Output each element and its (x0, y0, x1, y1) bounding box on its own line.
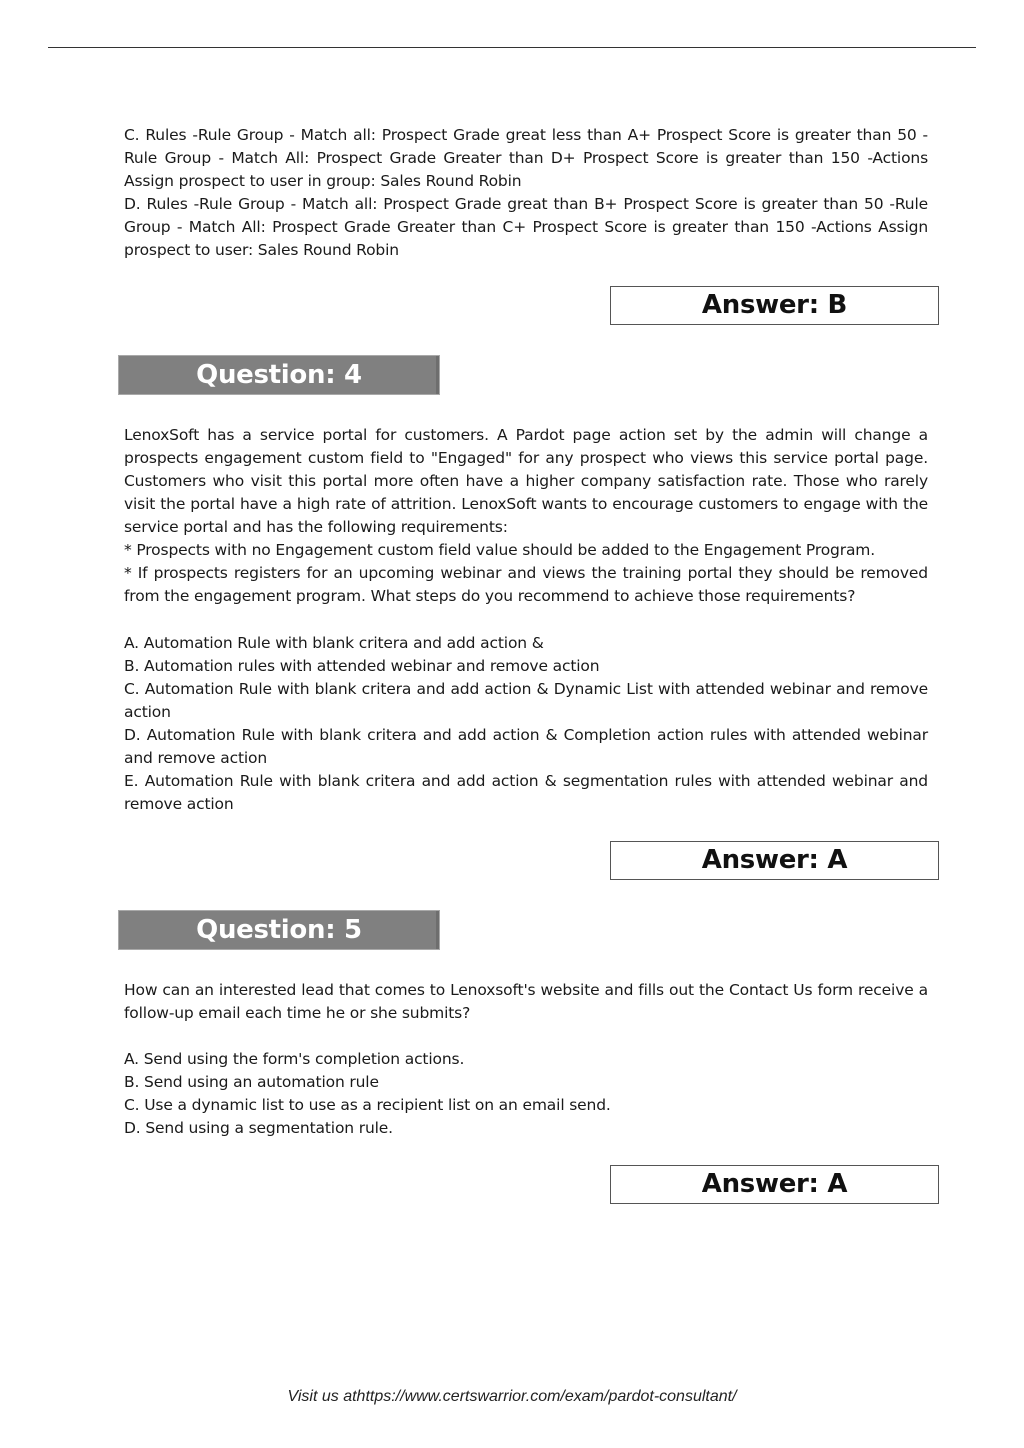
option-a: A. Automation Rule with blank critera and add action & (124, 634, 544, 652)
question-5-text: How can an interested lead that comes to Lenoxsoft's website and fills out the Contact Us form receive a follow-up email each time he or she submits? (124, 981, 928, 1022)
answer-box-q4: Answer: A (610, 841, 939, 880)
option-b: B. Send using an automation rule (124, 1073, 379, 1091)
question-5-heading: Question: 5 (118, 910, 440, 950)
answer-box-q5: Answer: A (610, 1165, 939, 1204)
question-4-text: LenoxSoft has a service portal for customers. A Pardot page action set by the admin will change a prospects engagement custom field to "Engaged" for any prospect who views this service portal page. Customers who visit this portal more often have a higher company satisfaction rate. Those who rarely visit the portal have a high rate of attrition. LenoxSoft wants to encourage customers to engage with the service portal and has the following requirements: (124, 426, 928, 536)
prev-question-options (124, 124, 928, 262)
question-5-body (124, 979, 928, 1025)
option-d: D. Automation Rule with blank critera and add action & Completion action rules with attended webinar and remove action (124, 726, 928, 767)
option-e: E. Automation Rule with blank critera and add action & segmentation rules with attended webinar and remove action (124, 772, 928, 813)
option-c: C. Rules -Rule Group - Match all: Prospect Grade great less than A+ Prospect Score is greater than 50 - Rule Group - Match All: Prospect Grade Greater than D+ Prospect Score is greater than 150 -Actions Assign prospect to user in group: Sales Round Robin (124, 126, 928, 190)
question-4-requirement-1: * Prospects with no Engagement custom field value should be added to the Engagement Program. (124, 541, 876, 559)
answer-box-q3: Answer: B (610, 286, 939, 325)
option-c: C. Use a dynamic list to use as a recipient list on an email send. (124, 1096, 611, 1114)
question-4-options (124, 632, 928, 816)
question-4-heading: Question: 4 (118, 355, 440, 395)
question-4-requirement-2: * If prospects registers for an upcoming webinar and views the training portal they should be removed from the engagement program. What steps do you recommend to achieve those requirements? (124, 564, 928, 605)
question-4-body (124, 424, 928, 608)
option-c: C. Automation Rule with blank critera and add action & Dynamic List with attended webinar and remove action (124, 680, 928, 721)
option-d: D. Send using a segmentation rule. (124, 1119, 393, 1137)
option-a: A. Send using the form's completion actions. (124, 1050, 465, 1068)
footer-link-text[interactable]: Visit us athttps://www.certswarrior.com/exam/pardot-consultant/ (287, 1388, 737, 1405)
option-d: D. Rules -Rule Group - Match all: Prospect Grade great than B+ Prospect Score is greater than 50 -Rule Group - Match All: Prospect Grade Greater than C+ Prospect Score is greater than 150 -Actions Assign prospect to user: Sales Round Robin (124, 195, 928, 259)
question-5-options (124, 1048, 928, 1140)
option-b: B. Automation rules with attended webinar and remove action (124, 657, 600, 675)
header-divider (48, 47, 976, 48)
